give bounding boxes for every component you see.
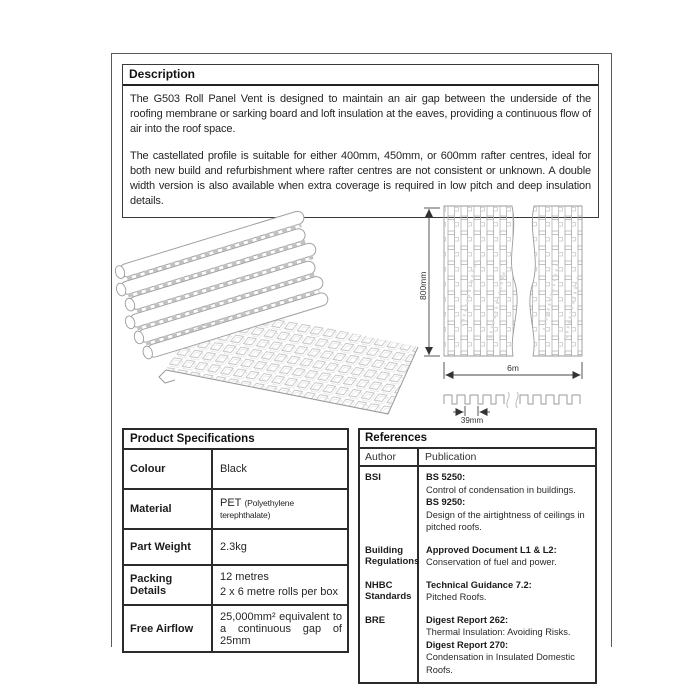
dimension-drawing	[420, 198, 600, 426]
dim-6m-label: 6m	[507, 363, 519, 373]
column-header-author: Author	[360, 449, 419, 465]
references-body	[360, 467, 595, 682]
ref-pub-desc: Conservation of fuel and power.	[426, 557, 557, 567]
ref-pub-title: Technical Guidance 7.2:	[426, 579, 532, 590]
ref-author-bre: BRE	[360, 610, 419, 683]
plan-view-panels	[444, 206, 582, 356]
dim-800mm	[418, 208, 440, 356]
description-paragraph-2: The castellated profile is suitable for either 400mm, 450mm, or 600mm rafter centres, ideal for both new build and refurbishment where rafter centres are not consistent or unknown. A double width version is also available when extra coverage is required in low pitch and deep insulation details.	[130, 150, 591, 207]
table-row	[124, 530, 347, 566]
spec-value-free-airflow: 25,000mm² equivalent to a continuous gap of 25mm	[220, 610, 342, 647]
roll-panel-vent-illustration	[120, 202, 425, 422]
ref-author-nhbc-standards: NHBC Standards	[360, 575, 419, 610]
table-row	[124, 566, 347, 606]
spec-value-colour: Black	[220, 463, 247, 475]
spec-value-packing-line1: 12 metres	[220, 571, 269, 583]
spec-label-colour: Colour	[124, 450, 213, 488]
dim-39mm-label: 39mm	[460, 416, 484, 425]
ref-pub-title: Digest Report 270:	[426, 639, 509, 650]
column-header-publication: Publication	[425, 451, 477, 463]
table-row	[124, 490, 347, 530]
spec-label-free-airflow: Free Airflow	[124, 606, 213, 651]
table-row	[124, 450, 347, 490]
ref-pubs-building-regulations	[419, 540, 595, 575]
ref-pub-desc: Pitched Roofs.	[426, 592, 487, 602]
ref-pubs-bre	[419, 610, 595, 683]
ref-author-bsi: BSI	[360, 467, 419, 540]
description-paragraph-1: The G503 Roll Panel Vent is designed to maintain an air gap between the underside of the roofing membrane or sarking board and loft insulation at the eaves, providing a continuous flow of air into the roof space.	[130, 93, 591, 135]
spec-label-part-weight: Part Weight	[124, 530, 213, 564]
ref-pubs-bsi	[419, 467, 595, 540]
ref-pub-title: Digest Report 262:	[426, 614, 509, 625]
spec-value-material-note: (Polyethylene terephthalate)	[220, 498, 294, 520]
references-column-headers	[360, 449, 595, 467]
ref-pub-title: BS 5250:	[426, 472, 466, 482]
ref-pub-desc: Condensation in Insulated Domestic Roofs.	[426, 652, 575, 675]
ref-pub-title: Approved Document L1 & L2:	[426, 544, 557, 555]
ref-pub-desc: Design of the airtightness of ceilings in pitched roofs.	[426, 509, 585, 532]
references-title: References	[360, 430, 595, 449]
spec-label-material: Material	[124, 490, 213, 528]
spec-value-part-weight: 2.3kg	[220, 541, 247, 553]
description-title: Description	[123, 65, 598, 86]
spec-label-packing-details: Packing Details	[124, 566, 213, 604]
spec-value-material: PET	[220, 497, 242, 509]
ref-pub-desc: Thermal Insulation: Avoiding Risks.	[426, 627, 571, 637]
product-specifications-title: Product Specifications	[124, 430, 347, 450]
dim-800mm-label: 800mm	[418, 271, 428, 300]
spec-value-packing-line2: 2 x 6 metre rolls per box	[220, 586, 338, 598]
ref-pubs-nhbc-standards	[419, 575, 595, 610]
table-row	[124, 606, 347, 651]
ref-pub-title: BS 9250:	[426, 497, 466, 507]
dim-39mm	[453, 406, 490, 425]
description-section	[122, 64, 599, 218]
references-table	[358, 428, 597, 684]
ref-pub-desc: Control of condensation in buildings.	[426, 484, 576, 495]
ref-author-building-regulations: Building Regulations	[360, 540, 419, 575]
product-specifications-table	[122, 428, 349, 653]
dim-6m	[444, 362, 582, 379]
profile-section	[444, 392, 580, 408]
